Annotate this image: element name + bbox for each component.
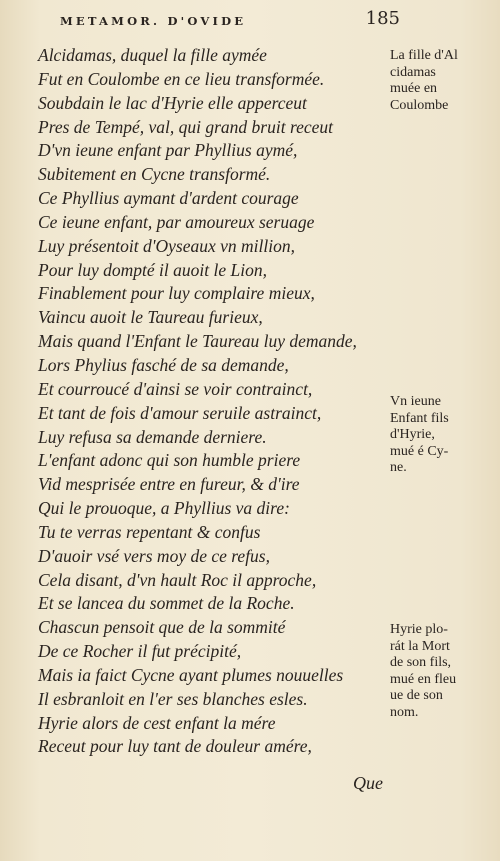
- note-line: Enfant fils: [390, 410, 449, 426]
- verse-line: Luy présentoit d'Oyseaux vn million,: [38, 235, 295, 256]
- verse-line: L'enfant adonc qui son humble priere: [38, 450, 301, 471]
- page-number: 185: [365, 8, 400, 29]
- note-line: La fille d'Al: [390, 48, 458, 63]
- margin-note: [390, 622, 498, 721]
- catchword: Que: [353, 773, 383, 793]
- verse-line: Qui le prouoque, a Phyllius va dire:: [38, 498, 290, 519]
- verse-text: [38, 44, 383, 759]
- verse-line: Subitement en Cycne transformé.: [38, 164, 271, 185]
- verse-line: Ce ieune enfant, par amoureux seruage: [38, 211, 315, 232]
- verse-line: Fut en Coulombe en ce lieu transformée.: [38, 68, 325, 89]
- verse-line: Alcidamas, duquel la fille aymée: [38, 45, 267, 65]
- verse-line: Hyrie alors de cest enfant la mére: [38, 712, 276, 733]
- verse-line: Mais ia faict Cycne ayant plumes nouuelles: [38, 664, 344, 685]
- note-line: ne.: [390, 460, 407, 475]
- verse-line: Finablement pour luy complaire mieux,: [38, 283, 315, 304]
- verse-line: Lors Phylius fasché de sa demande,: [38, 354, 289, 375]
- note-line: cidamas: [390, 64, 436, 80]
- note-line: Hyrie plo-: [390, 622, 448, 637]
- verse-line: Soubdain le lac d'Hyrie elle apperceut: [38, 92, 307, 113]
- running-head: METAMOR. D'OVIDE: [60, 14, 247, 28]
- verse-line: De ce Rocher il fut précipité,: [38, 641, 242, 662]
- verse-line: Il esbranloit en l'er ses blanches esles.: [38, 688, 308, 709]
- verse-line: Receut pour luy tant de douleur amére,: [38, 736, 312, 757]
- page-header: [60, 8, 400, 32]
- verse-line: Pour luy dompté il auoit le Lion,: [38, 259, 267, 280]
- verse-line: D'auoir vsé vers moy de ce refus,: [38, 545, 270, 566]
- note-line: ue de son: [390, 688, 443, 703]
- note-line: rát la Mort: [390, 638, 450, 654]
- verse-line: Ce Phyllius aymant d'ardent courage: [38, 188, 299, 209]
- margin-note: [390, 48, 498, 114]
- verse-line: Et courroucé d'ainsi se voir contrainct,: [38, 378, 313, 399]
- verse-line: Chascun pensoit que de la sommité: [38, 617, 286, 638]
- verse-line: Cela disant, d'vn hault Roc il approche,: [38, 569, 317, 590]
- verse-line: Luy refusa sa demande derniere.: [38, 426, 267, 447]
- note-line: Vn ieune: [390, 394, 441, 409]
- verse-line: Vid mesprisée entre en fureur, & d'ire: [38, 474, 300, 495]
- verse-line: Mais quand l'Enfant le Taureau luy demande,: [38, 331, 357, 352]
- verse-line: Et tant de fois d'amour seruile astrainct,: [38, 402, 322, 423]
- note-line: nom.: [390, 704, 419, 720]
- verse-line: Pres de Tempé, val, qui grand bruit receut: [38, 116, 334, 137]
- verse-line: Et se lancea du sommet de la Roche.: [38, 593, 295, 614]
- note-line: d'Hyrie,: [390, 427, 435, 442]
- note-line: mué é Cy-: [390, 443, 449, 459]
- note-line: de son fils,: [390, 655, 452, 670]
- verse-line: Vaincu auoit le Taureau furieux,: [38, 307, 263, 328]
- note-line: Coulombe: [390, 97, 449, 113]
- note-line: mué en fleu: [390, 671, 457, 687]
- note-line: muée en: [390, 81, 438, 96]
- verse-line: Tu te verras repentant & confus: [38, 521, 261, 542]
- margin-note: [390, 394, 498, 477]
- verse-line: D'vn ieune enfant par Phyllius aymé,: [38, 140, 298, 161]
